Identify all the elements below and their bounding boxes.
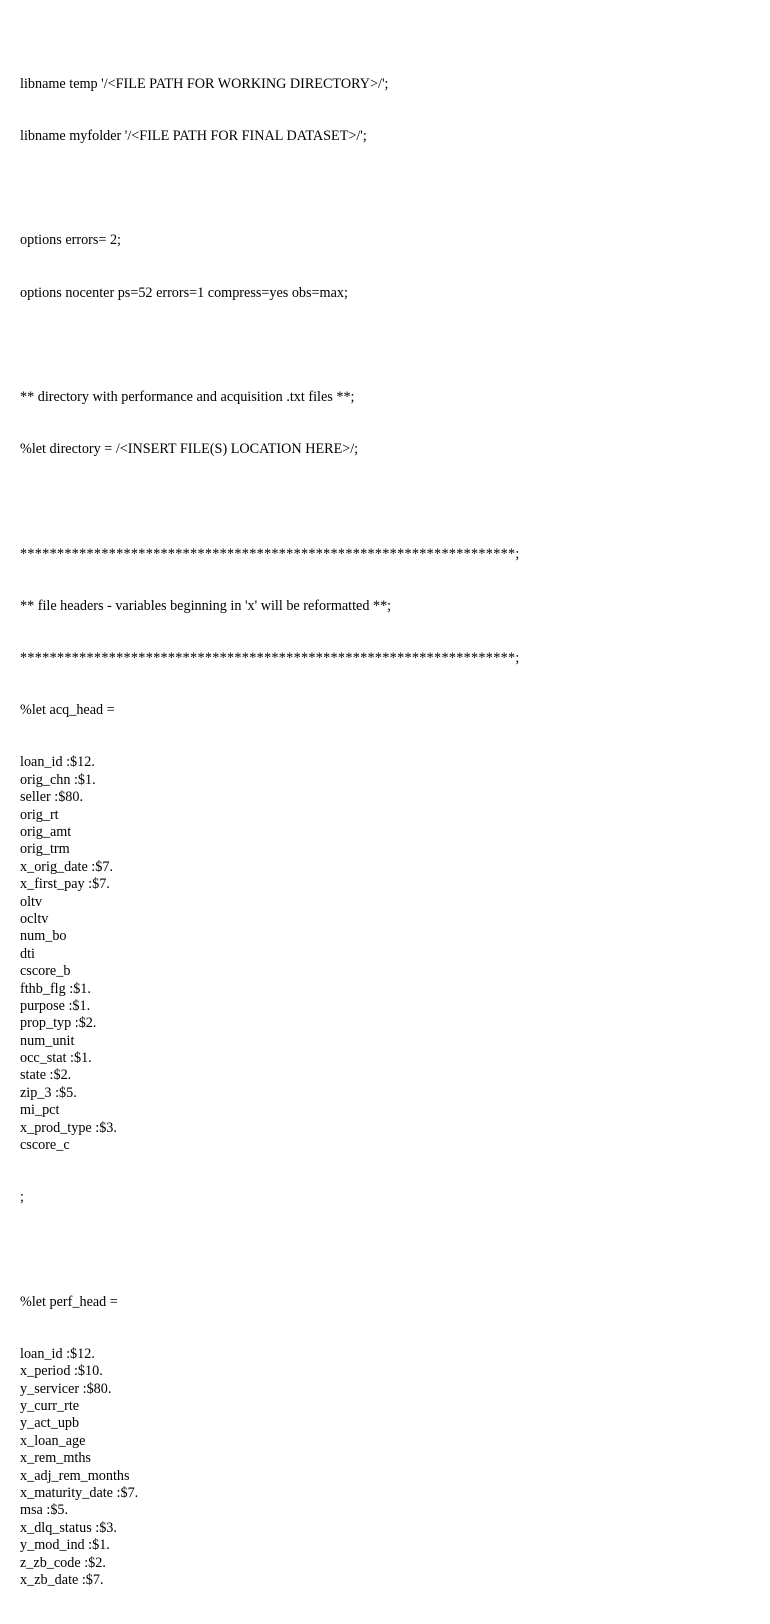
variable-line: oltv: [20, 893, 43, 910]
variable-line: cscore_c: [20, 1137, 70, 1154]
options-nocenter-line: options nocenter ps=52 errors=1 compress=yes obs=max;: [20, 284, 348, 301]
variable-line: x_rem_mths: [20, 1450, 91, 1467]
perf-head-let-line: %let perf_head =: [20, 1293, 118, 1310]
variable-line: x_maturity_date :$7.: [20, 1484, 139, 1501]
variable-line: orig_amt: [20, 824, 72, 841]
variable-line: num_unit: [20, 1032, 75, 1049]
variable-line: y_mod_ind :$1.: [20, 1537, 110, 1554]
variable-line: y_servicer :$80.: [20, 1380, 112, 1397]
variable-line: x_dlq_status :$3.: [20, 1519, 117, 1536]
perf-head-variable-list: [20, 1346, 750, 1589]
libname-myfolder-line: libname myfolder '/<FILE PATH FOR FINAL DATASET>/';: [20, 128, 367, 145]
variable-line: x_zb_date :$7.: [20, 1571, 104, 1588]
blank-line: [20, 337, 750, 354]
acq-head-terminator: ;: [20, 1189, 24, 1206]
variable-line: x_adj_rem_months: [20, 1467, 130, 1484]
variable-line: x_first_pay :$7.: [20, 876, 110, 893]
variable-line: num_bo: [20, 928, 67, 945]
variable-line: ocltv: [20, 910, 49, 927]
variable-line: loan_id :$12.: [20, 1345, 95, 1362]
variable-line: y_curr_rte: [20, 1398, 80, 1415]
variable-line: loan_id :$12.: [20, 754, 95, 771]
variable-line: cscore_b: [20, 963, 71, 980]
variable-line: state :$2.: [20, 1067, 72, 1084]
variable-line: mi_pct: [20, 1102, 60, 1119]
star-divider-bottom: *******************************************************************;: [20, 650, 520, 667]
variable-line: y_act_upb: [20, 1415, 80, 1432]
variable-line: z_zb_code :$2.: [20, 1554, 106, 1571]
star-divider-top: *******************************************************************;: [20, 545, 520, 562]
variable-line: fthb_flg :$1.: [20, 980, 91, 997]
options-errors-line: options errors= 2;: [20, 232, 121, 249]
variable-line: occ_stat :$1.: [20, 1050, 92, 1067]
sas-code-listing: [20, 41, 750, 1624]
variable-line: dti: [20, 945, 35, 962]
variable-line: x_prod_type :$3.: [20, 1119, 117, 1136]
directory-comment-line: ** directory with performance and acquisition .txt files **;: [20, 389, 355, 406]
blank-line: [20, 180, 750, 197]
acq-head-let-line: %let acq_head =: [20, 702, 115, 719]
variable-line: prop_typ :$2.: [20, 1015, 97, 1032]
variable-line: orig_chn :$1.: [20, 771, 96, 788]
variable-line: seller :$80.: [20, 789, 84, 806]
variable-line: msa :$5.: [20, 1502, 69, 1519]
variable-line: purpose :$1.: [20, 997, 91, 1014]
variable-line: orig_trm: [20, 841, 70, 858]
file-headers-comment: ** file headers - variables beginning in 'x' will be reformatted **;: [20, 597, 392, 614]
let-directory-line: %let directory = /<INSERT FILE(S) LOCATION HERE>/;: [20, 441, 359, 458]
blank-line: [20, 1241, 750, 1258]
blank-line: [20, 493, 750, 510]
variable-line: orig_rt: [20, 806, 59, 823]
variable-line: zip_3 :$5.: [20, 1084, 77, 1101]
variable-line: x_orig_date :$7.: [20, 858, 113, 875]
acq-head-variable-list: [20, 754, 750, 1154]
libname-temp-line: libname temp '/<FILE PATH FOR WORKING DIRECTORY>/';: [20, 75, 389, 92]
variable-line: x_period :$10.: [20, 1363, 103, 1380]
variable-line: x_loan_age: [20, 1432, 86, 1449]
